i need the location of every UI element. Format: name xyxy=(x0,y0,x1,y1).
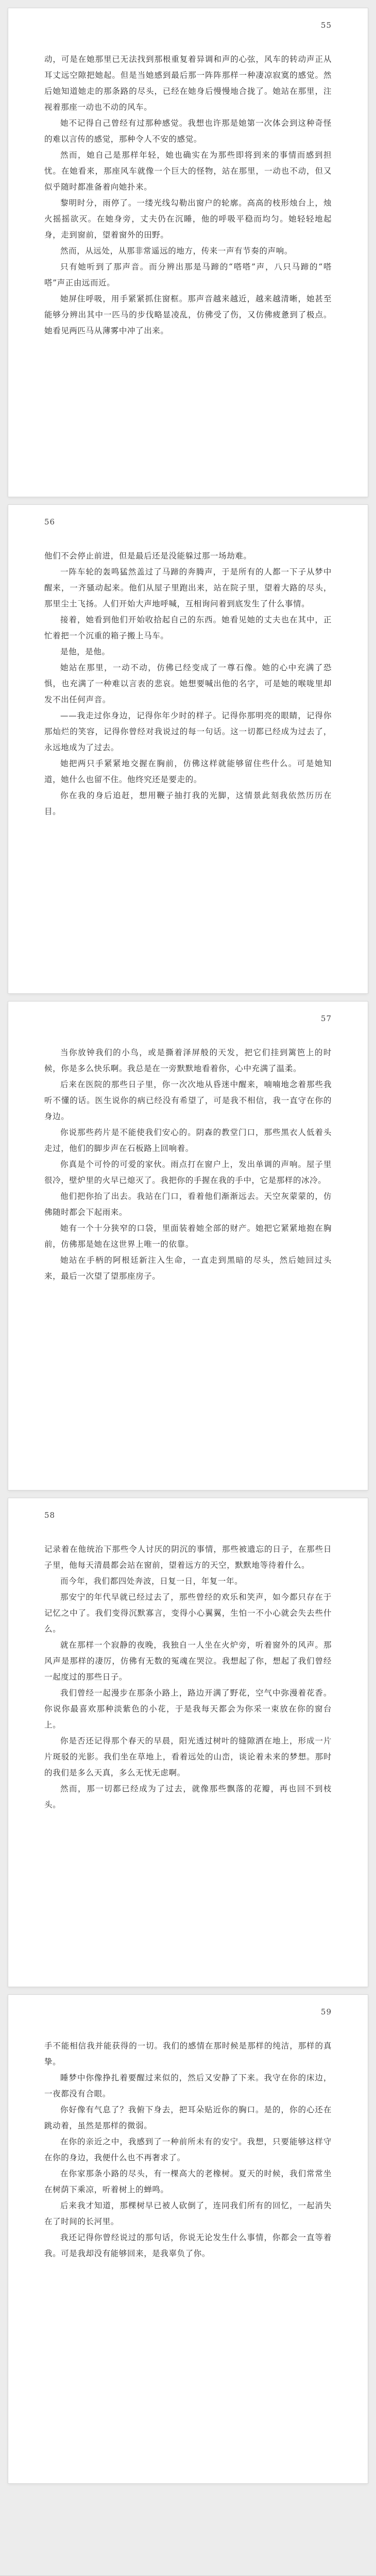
paragraph: 然而，她自己是那样年轻，她也确实在为那些即将到来的事情而感到担忧。在她看来，那座风车就像一个巨大的怪物，站在那里，一动也不动，但又似乎随时都准备着向她扑来。 xyxy=(44,150,332,192)
paragraph: 她把两只手紧紧地交握在胸前，仿佛这样就能够留住些什么。可是她知道，她什么也留不住。他终究还是要走的。 xyxy=(44,759,332,784)
page-text xyxy=(44,548,332,973)
paragraph: 一阵车轮的轰鸣猛然盖过了马蹄的奔腾声，于是所有的人都一下子从梦中醒来，一齐骚动起来。他们从屋子里跑出来，站在院子里，望着大路的尽头，那里尘土飞扬。人们开始大声地呼喊，互相询问着到底发生了什么事情。 xyxy=(44,567,332,608)
paragraph: 我还记得你曾经说过的那句话，你说无论发生什么事情，你都会一直等着我。可是我却没有能够回来，是我辜负了你。 xyxy=(44,2233,332,2258)
paragraph: ——我走过你身边，记得你年少时的样子。记得你那明亮的眼睛，记得你那灿烂的笑容，记得你曾经对我说过的每一句话。这一切都已经成为过去了，永远地成为了过去。 xyxy=(44,711,332,752)
paragraph: 然而，从远处，从那非常遥远的地方，传来一声有节奏的声响。 xyxy=(60,246,293,256)
paragraph: 睡梦中你像挣扎着要醒过来似的，然后又安静了下来。我守在你的床边，一夜都没有合眼。 xyxy=(44,2073,332,2098)
paragraph: 当你放钟我们的小鸟，或是撕着泽屏般的天发，把它们挂到篱笆上的时候，你是多么快乐啊。我总是在一旁默默地看着你，心中充满了温柔。 xyxy=(44,1048,332,1073)
paragraph: 你说那些药片是不能使我们安心的。阴森的教堂门口，那些黑衣人低着头走过，他们的脚步声在石板路上回响着。 xyxy=(44,1128,332,1153)
paragraph: 后来我才知道，那棵树早已被人砍倒了，连同我们所有的回忆，一起消失在了时间的长河里。 xyxy=(44,2201,332,2226)
paragraph: 她站在手柄的阿根廷新注入生命，一直走到黑暗的尽头，然后她回过头来，最后一次望了望那座房子。 xyxy=(44,1256,332,1281)
paragraph: 她有一个十分狭窄的口袋，里面装着她全部的财产。她把它紧紧地抱在胸前，仿佛那是她在这世界上唯一的依靠。 xyxy=(44,1224,332,1249)
paragraph: 你是否还记得那个春天的早晨，阳光透过树叶的缝隙洒在地上，形成一片片斑驳的光影。我们坐在草地上，看着远处的山峦，谈论着未来的梦想。那时的我们是多么天真，多么无忧无虑啊。 xyxy=(44,1736,332,1777)
paragraph: 而今年，我们都四处奔波，日复一日，年复一年。 xyxy=(60,1577,243,1586)
book-page-57 xyxy=(8,1002,368,1490)
paragraph: 她不记得自己曾经有过那种感觉。我想也许那是她第一次体会到这种奇怪的难以言传的感觉，那种令人不安的感觉。 xyxy=(44,118,332,144)
paragraph: 在你的亲近之中，我感到了一种前所未有的安宁。我想，只要能够这样守在你的身边，我便什么也不再奢求了。 xyxy=(44,2137,332,2162)
book-page-59 xyxy=(8,1995,368,2483)
paragraph: 我们曾经一起漫步在那条小路上，路边开满了野花，空气中弥漫着花香。你说你最喜欢那种淡紫色的小花，于是我每天都会为你采一束放在你的窗台上。 xyxy=(44,1688,332,1730)
paragraph: 记录着在他统治下那些令人讨厌的阴沉的事情，那些被遗忘的日子，在那些日子里，他每天清晨都会站在窗前，望着远方的天空，默默地等待着什么。 xyxy=(44,1545,332,1570)
paragraph: 是他，是他。 xyxy=(60,647,110,656)
page-number: 58 xyxy=(44,1511,56,1520)
book-page-56 xyxy=(8,505,368,993)
page-text xyxy=(44,2038,332,2463)
page-number: 55 xyxy=(320,21,332,30)
paragraph: 他们把你抬了出去。我站在门口，看着他们渐渐远去。天空灰蒙蒙的，仿佛随时都会下起雨来。 xyxy=(44,1192,332,1217)
paragraph: 在你家那条小路的尽头，有一棵高大的老橡树。夏天的时候，我们常常坐在树荫下乘凉，听着树上的蝉鸣。 xyxy=(44,2169,332,2194)
paragraph: 接着，她看到他们开始收拾起自己的东西。她看见她的丈夫也在其中，正忙着把一个沉重的箱子搬上马车。 xyxy=(44,615,332,640)
paragraph: 后来在医院的那些日子里，你一次次地从昏迷中醒来，喃喃地念着那些我听不懂的话。医生说你的病已经没有希望了，可是我不相信，我一直守在你的身边。 xyxy=(44,1080,332,1121)
paragraph: 动，可是在她那里已无法找到那根重复着异调和声的心弦，风车的转动声正从耳丈远空隙把她起。但是当她感到最后那一阵阵那样一种凄凉寂寞的感觉。然后她知道她走的那条路的尽头，已经在她身后慢慢地合拢了。她站在那里，注视着那座一动也不动的风车。 xyxy=(44,55,332,112)
paragraph: 那安宁的年代早就已经过去了，那些曾经的欢乐和笑声，如今都只存在于记忆之中了。我们变得沉默寡言，变得小心翼翼，生怕一不小心就会失去些什么。 xyxy=(44,1592,332,1634)
page-text xyxy=(44,52,332,476)
page-number: 56 xyxy=(44,517,56,527)
paragraph: 就在那样一个寂静的夜晚，我独自一人坐在火炉旁，听着窗外的风声。那风声是那样的凄厉，仿佛有无数的冤魂在哭泣。我想起了你，想起了我们曾经一起度过的那些日子。 xyxy=(44,1640,332,1682)
paragraph: 你真是个可怜的可爱的家伙。雨点打在窗户上，发出单调的声响。屋子里很冷，壁炉里的火早已熄灭了。我把你的手握在我的手中，它是那样的冰冷。 xyxy=(44,1160,332,1185)
book-page-58 xyxy=(8,1498,368,1987)
paragraph: 你在我的身后追赶，想用鞭子抽打我的光脚，这情景此刻我依然历历在目。 xyxy=(44,791,332,816)
paragraph: 黎明时分，雨停了。一缕光线勾勒出窗户的轮廓。高高的枝形烛台上，烛火摇摇欲灭。在她身旁，丈夫仍在沉睡，他的呼吸平稳而均匀。她轻轻地起身，走到窗前，望着窗外的田野。 xyxy=(44,198,332,240)
paragraph: 然而，那一切都已经成为了过去，就像那些飘落的花瓣，再也回不到枝头。 xyxy=(44,1784,332,1809)
paragraph: 她屏住呼吸，用手紧紧抓住窗框。那声音越来越近，越来越清晰，她甚至能够分辨出其中一匹马的步伐略显凌乱，仿佛受了伤，又仿佛疲惫到了极点。她看见两匹马从薄雾中冲了出来。 xyxy=(44,294,332,335)
paragraph: 她站在那里，一动不动，仿佛已经变成了一尊石像。她的心中充满了恐惧，也充满了一种难以言表的悲哀。她想要喊出他的名字，可是她的喉咙里却发不出任何声音。 xyxy=(44,663,332,704)
paragraph: 他们不会停止前进，但是最后还是没能躲过那一场劫难。 xyxy=(44,551,252,561)
page-text xyxy=(44,1045,332,1469)
page-number: 57 xyxy=(320,1014,332,1023)
page-text xyxy=(44,1541,332,1966)
paragraph: 只有她听到了那声音。而分辨出那是马蹄的“嗒嗒”声，八只马蹄的“嗒嗒”声正由远而近。 xyxy=(44,262,332,287)
paragraph: 手不能相信我并能获得的一切。我们的感情在那时候是那样的纯洁，那样的真挚。 xyxy=(44,2041,332,2066)
paragraph: 你好像有气息了？我俯下身去，把耳朵贴近你的胸口。是的，你的心还在跳动着，虽然是那样的微弱。 xyxy=(44,2105,332,2130)
book-page-55 xyxy=(8,8,368,497)
page-number: 59 xyxy=(320,2007,332,2016)
